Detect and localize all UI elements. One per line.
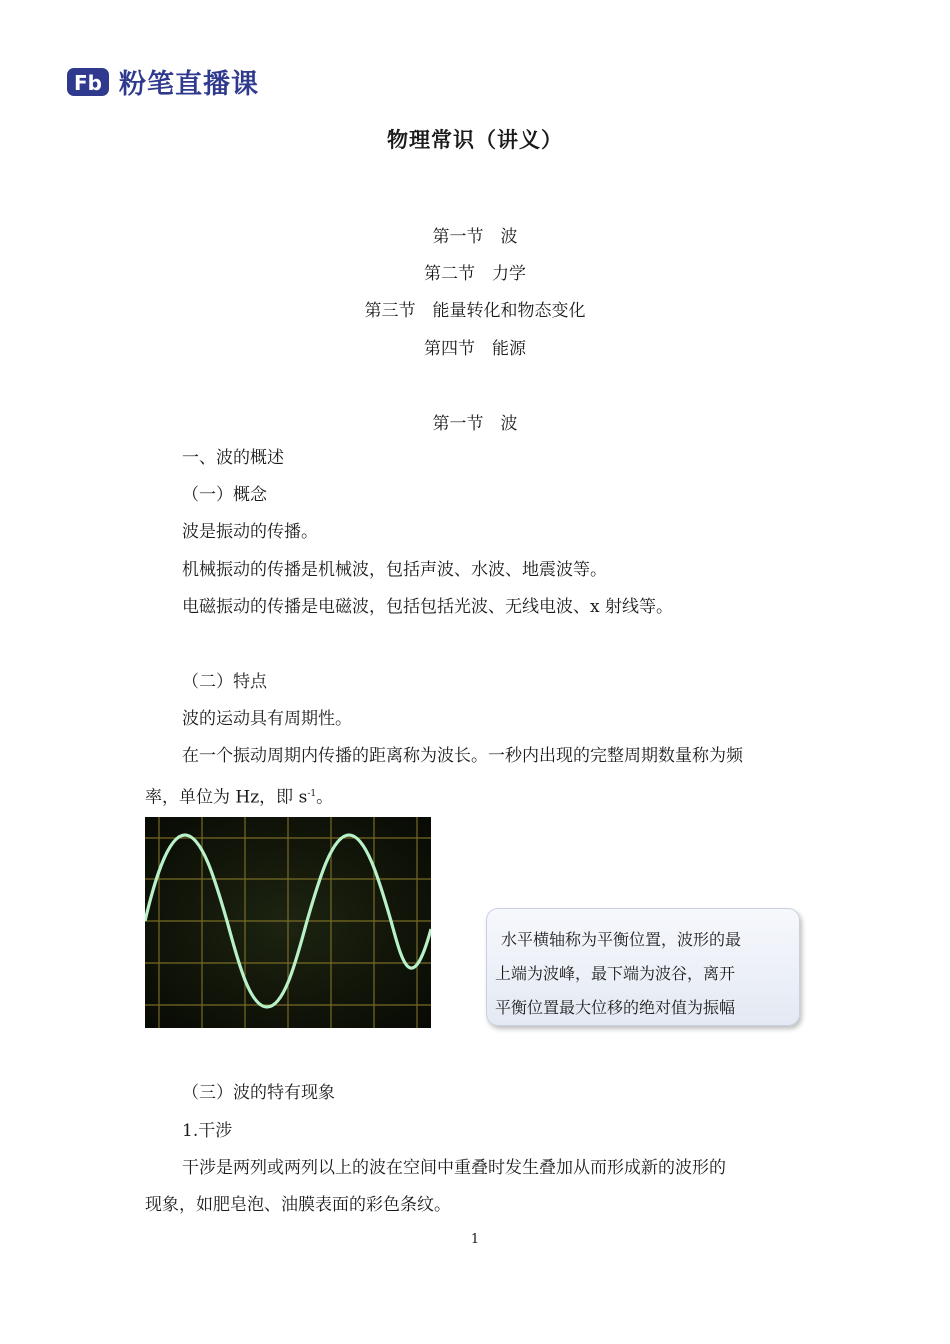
heading-interference: 1.干涉 [182,1121,233,1141]
fb-logo-icon [67,66,109,98]
document-title: 物理常识（讲义） [387,127,563,152]
callout-line-1: 水平横轴称为平衡位置，波形的最 [501,930,742,949]
toc-item-1: 第一节 波 [432,227,518,247]
brand-name: 粉笔直播课 [119,69,259,100]
toc-item-3: 第三节 能量转化和物态变化 [364,301,586,321]
paragraph-interference-line2: 现象，如肥皂泡、油膜表面的彩色条纹。 [145,1195,451,1215]
callout-box [486,908,800,1026]
brand-logo [67,62,259,101]
svg-text:Fb: Fb [74,70,102,95]
paragraph-wave-definition: 波是振动的传播。 [182,522,318,542]
heading-features: （二）特点 [182,672,267,692]
callout-line-2: 上端为波峰，最下端为波谷，离开 [495,964,736,983]
page-number: 1 [470,1232,480,1247]
paragraph-periodicity: 波的运动具有周期性。 [182,709,352,729]
heading-level-1: 一、波的概述 [182,448,284,468]
oscilloscope-image [145,817,431,1028]
paragraph-interference-line1: 干涉是两列或两列以上的波在空间中重叠时发生叠加从而形成新的波形的 [182,1158,726,1178]
sine-wave-figure [145,817,431,1028]
toc-item-2: 第二节 力学 [424,264,526,284]
callout-line-3: 平衡位置最大位移的绝对值为振幅 [495,998,736,1017]
paragraph-wavelength-line2: 率，单位为 Hz，即 $s^{-1}$。 [145,787,334,808]
paragraph-electromagnetic-wave: 电磁振动的传播是电磁波，包括包括光波、无线电波、x 射线等。 [182,597,673,617]
section-heading: 第一节 波 [432,414,518,434]
heading-phenomena: （三）波的特有现象 [182,1083,335,1103]
paragraph-wavelength-line1: 在一个振动周期内传播的距离称为波长。一秒内出现的完整周期数量称为频 [182,746,743,766]
heading-concept: （一）概念 [182,485,267,505]
paragraph-mechanical-wave: 机械振动的传播是机械波，包括声波、水波、地震波等。 [182,560,607,580]
toc-item-4: 第四节 能源 [424,339,526,359]
